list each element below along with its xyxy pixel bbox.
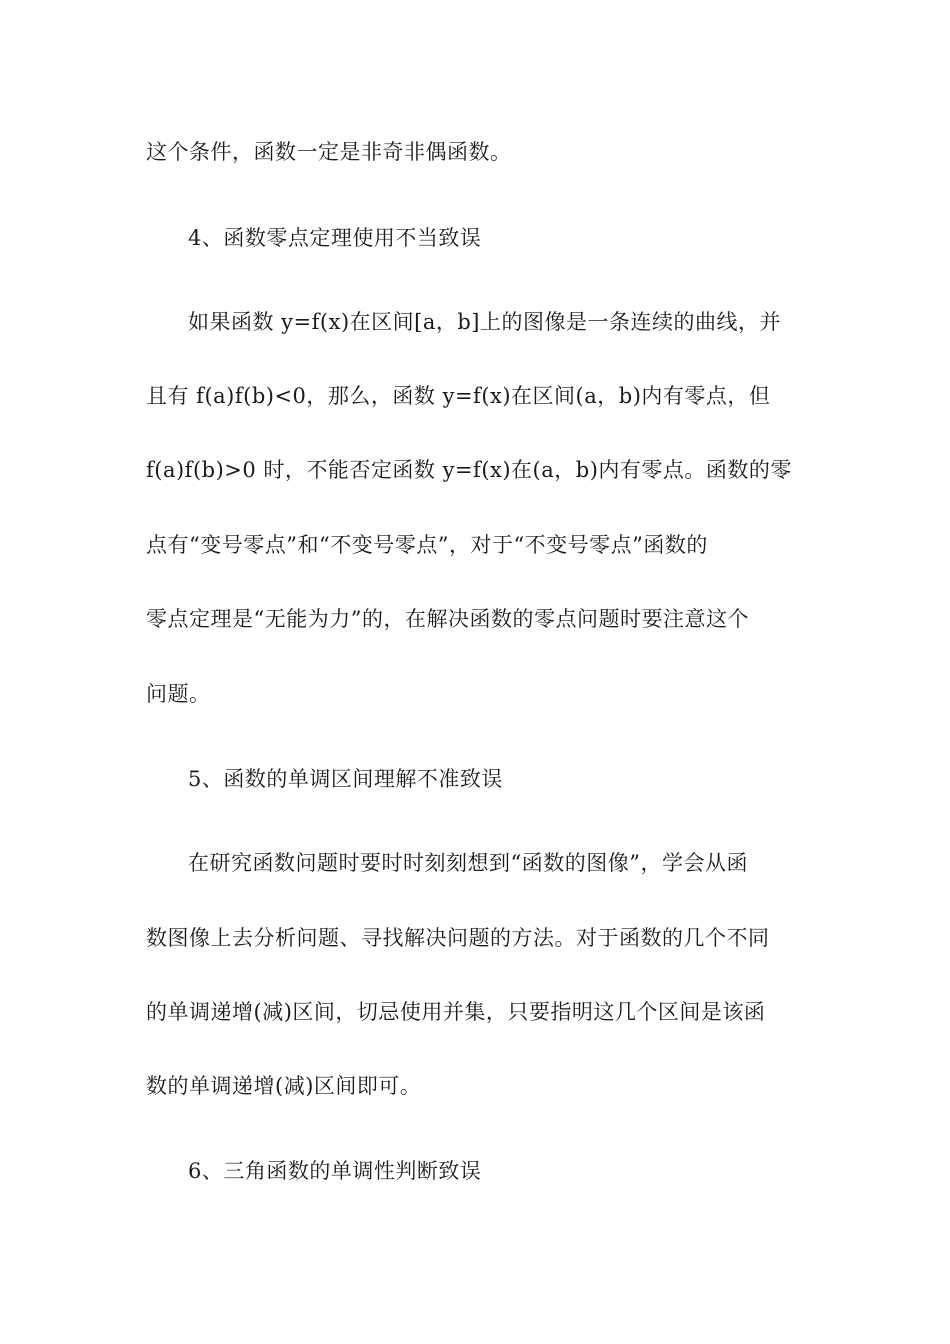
section-heading-5: 5、函数的单调区间理解不准致误 bbox=[188, 767, 503, 791]
section-heading-4: 4、函数零点定理使用不当致误 bbox=[188, 226, 482, 250]
paragraph-line: 点有“变号零点”和“不变号零点”，对于“不变号零点”函数的 bbox=[146, 533, 708, 557]
paragraph-line: 如果函数 y=f(x)在区间[a，b]上的图像是一条连续的曲线，并 bbox=[188, 310, 781, 334]
paragraph-line: f(a)f(b)>0 时，不能否定函数 y=f(x)在(a，b)内有零点。函数的零 bbox=[146, 458, 792, 482]
paragraph-line: 在研究函数问题时要时时刻刻想到“函数的图像”，学会从函 bbox=[188, 851, 748, 875]
paragraph-line: 零点定理是“无能为力”的，在解决函数的零点问题时要注意这个 bbox=[146, 607, 749, 631]
paragraph-line: 且有 f(a)f(b)<0，那么，函数 y=f(x)在区间(a，b)内有零点，但 bbox=[146, 384, 771, 408]
section-heading-6: 6、三角函数的单调性判断致误 bbox=[188, 1159, 482, 1183]
paragraph-line: 这个条件，函数一定是非奇非偶函数。 bbox=[146, 140, 512, 164]
paragraph-line: 的单调递增(减)区间，切忌使用并集，只要指明这几个区间是该函 bbox=[146, 1000, 766, 1024]
paragraph-line: 数图像上去分析问题、寻找解决问题的方法。对于函数的几个不同 bbox=[146, 926, 770, 950]
paragraph-line: 数的单调递增(减)区间即可。 bbox=[146, 1074, 422, 1098]
paragraph-line: 问题。 bbox=[146, 682, 211, 706]
